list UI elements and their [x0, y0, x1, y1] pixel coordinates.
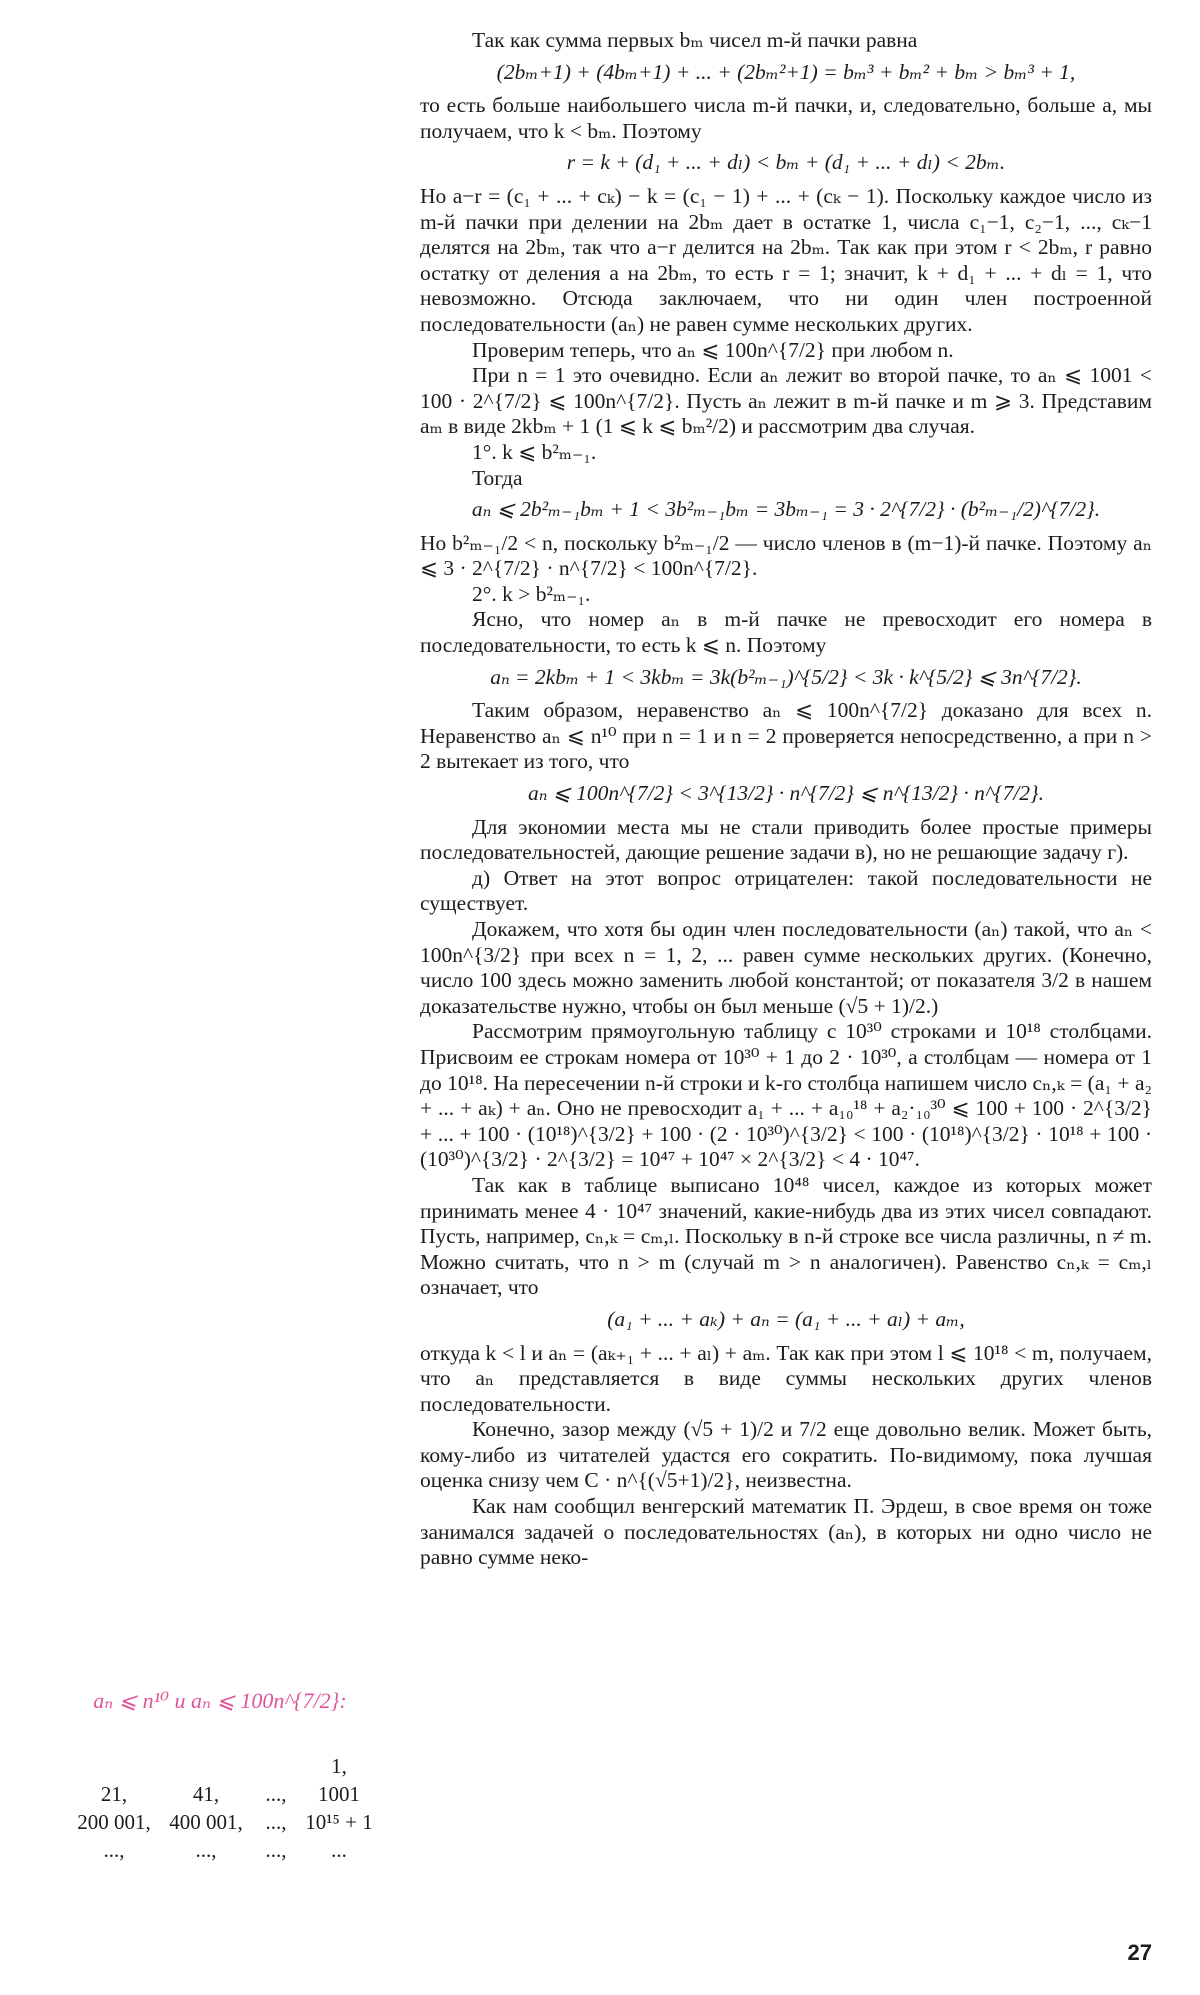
table-cell: 200 001,: [77, 1810, 151, 1834]
paragraph: Для экономии места мы не стали приводить более простые примеры последовательностей, дающие решение задачи в), но не решающие задачу г).: [420, 814, 1152, 865]
paragraph: Как нам сообщил венгерский математик П. Эрдеш, в свое время он тоже занимался задачей о последовательностях (aₙ), в которых ни одно число не равно сумме неко-: [420, 1494, 1152, 1570]
paragraph: Таким образом, неравенство aₙ ⩽ 100n^{7/2} доказано для всех n. Неравенство aₙ ⩽ n¹⁰ при n = 1 и n = 2 проверяется непосредственно, а при n > 2 вытекает из того, что: [420, 698, 1152, 774]
equation: aₙ ⩽ 2b²ₘ₋₁bₘ + 1 < 3b²ₘ₋₁bₘ = 3bₘ₋₁ = 3 · 2^{7/2} · (b²ₘ₋₁/2)^{7/2}.: [471, 497, 1101, 522]
sequence-table: [40, 1752, 380, 1864]
case-heading: 2°. k > b²ₘ₋₁.: [472, 581, 591, 606]
equation: (a₁ + ... + aₖ) + aₙ = (a₁ + ... + aₗ) + aₘ,: [607, 1306, 965, 1331]
page-number: 27: [1127, 1940, 1152, 1965]
paragraph: Рассмотрим прямоугольную таблицу с 10³⁰ строками и 10¹⁸ столбцами. Присвоим ее строкам номера от 10³⁰ + 1 до 2 · 10³⁰, а столбцам — номера от 1 до 10¹⁸. На пересечении n-й строки и k-го столбца напишем число cₙ,ₖ = (a₁ + a₂ + ... + aₖ) + aₙ. Оно не превосходит a₁ + ... + a₁₀¹⁸ + a₂·₁₀³⁰ ⩽ 100 + 100 · 2^{3/2} + ... + 100 · (10¹⁸)^{3/2} + 100 · (2 · 10³⁰)^{3/2} < 100 · (10¹⁸)^{3/2} · 10¹⁸ + 100 · (10³⁰)^{3/2} · 2^{3/2} = 10⁴⁷ + 10⁴⁷ × 2^{3/2} < 4 · 10⁴⁷.: [420, 1019, 1152, 1172]
table-cell: 21,: [100, 1782, 128, 1806]
table-row: [40, 1836, 380, 1864]
paragraph: При n = 1 это очевидно. Если aₙ лежит во второй пачке, то aₙ ⩽ 1001 < 100 · 2^{7/2} ⩽ 100n^{7/2}. Пусть aₙ лежит в m-й пачке и m ⩾ 3. Представим aₘ в виде 2kbₘ + 1 (1 ⩽ k ⩽ bₘ²/2) и рассмотрим два случая.: [420, 363, 1152, 439]
table-cell: [70, 1752, 158, 1780]
equation: r = k + (d₁ + ... + dₗ) < bₘ + (d₁ + ... + dₗ) < 2bₘ.: [566, 150, 1006, 175]
table-row: [40, 1808, 380, 1836]
table-cell: ...,: [265, 1782, 287, 1806]
table-row: [40, 1752, 380, 1780]
table-row: [40, 1780, 380, 1808]
table-cell: ...,: [103, 1838, 125, 1862]
case-heading: Тогда: [472, 465, 523, 490]
table-cell: ...: [331, 1838, 347, 1862]
equation: aₙ = 2kbₘ + 1 < 3kbₘ = 3k(b²ₘ₋₁)^{5/2} < 3k · k^{5/2} ⩽ 3n^{7/2}.: [490, 664, 1082, 689]
paragraph-continuation: Но a−r = (c₁ + ... + cₖ) − k = (c₁ − 1) + ... + (cₖ − 1). Поскольку каждое число из m-й пачки при делении на 2bₘ дает в остатке 1, числа c₁−1, c₂−1, ..., cₖ−1 делятся на 2bₘ, так что a−r делится на 2bₘ. Так как при этом r < 2bₘ, r равно остатку от деления a на 2bₘ, то есть r = 1; значит, k + d₁ + ... + dₗ = 1, что невозможно. Отсюда заключаем, что ни один член построенной последовательности (aₙ) не равен сумме нескольких других.: [420, 183, 1152, 336]
table-cell: ...,: [195, 1838, 217, 1862]
paragraph: д) Ответ на этот вопрос отрицателен: такой последовательности не существует.: [420, 865, 1152, 916]
equation: aₙ ⩽ 100n^{7/2} < 3^{13/2} · n^{7/2} ⩽ n^{13/2} · n^{7/2}.: [527, 781, 1045, 806]
paragraph: Ясно, что номер aₙ в m-й пачке не превосходит его номера в последовательности, то есть k ⩽ n. Поэтому: [420, 607, 1152, 658]
table-cell: 10¹⁵ + 1: [305, 1810, 373, 1834]
paragraph-continuation: откуда k < l и aₙ = (aₖ₊₁ + ... + aₗ) + aₘ. Так как при этом l ⩽ 10¹⁸ < m, получаем, что aₙ представляется в виде суммы нескольких других членов последовательности.: [420, 1340, 1152, 1416]
table-cell: ...,: [265, 1838, 287, 1862]
paragraph: Конечно, зазор между (√5 + 1)/2 и 7/2 еще довольно велик. Может быть, кому-либо из читателей удастся его сократить. По-видимому, пока лучшая оценка снизу чем C · n^{(√5+1)/2}, неизвестна.: [420, 1417, 1152, 1493]
margin-note: aₙ ⩽ n¹⁰ и aₙ ⩽ 100n^{7/2}:: [93, 1688, 347, 1713]
paragraph: Так как в таблице выписано 10⁴⁸ чисел, каждое из которых может принимать менее 4 · 10⁴⁷ значений, какие-нибудь два из этих чисел совпадают. Пусть, например, cₙ,ₖ = cₘ,ₗ. Поскольку в n-й строке все числа различны, n ≠ m. Можно считать, что n > m (случай m > n аналогичен). Равенство cₙ,ₖ = cₘ,ₗ означает, что: [420, 1172, 1152, 1300]
table-cell: 41,: [192, 1782, 220, 1806]
table-cell: 1,: [331, 1754, 347, 1778]
table-cell: 1001: [318, 1782, 360, 1806]
table-cell: [254, 1752, 298, 1780]
paragraph-continuation: Но b²ₘ₋₁/2 < n, поскольку b²ₘ₋₁/2 — число членов в (m−1)-й пачке. Поэтому aₙ ⩽ 3 · 2^{7/2} · n^{7/2} < 100n^{7/2}.: [420, 530, 1152, 581]
paragraph-continuation: то есть больше наибольшего числа m-й пачки, и, следовательно, больше a, мы получаем, что k < bₘ. Поэтому: [420, 93, 1152, 143]
case-heading: 1°. k ⩽ b²ₘ₋₁.: [472, 439, 597, 464]
main-text-column: [420, 28, 1152, 1571]
paragraph: Так как сумма первых bₘ чисел m-й пачки равна: [472, 28, 918, 52]
paragraph: Проверим теперь, что aₙ ⩽ 100n^{7/2} при любом n.: [472, 337, 954, 362]
table-cell: [158, 1752, 254, 1780]
table-cell: ...,: [265, 1810, 287, 1834]
paragraph: Докажем, что хотя бы один член последовательности (aₙ) такой, что aₙ < 100n^{3/2} при всех n = 1, 2, ... равен сумме нескольких других. (Конечно, число 100 здесь можно заменить любой константой; от показателя 3/2 в нашем доказательстве нужно, чтобы он был меньше (√5 + 1)/2.): [420, 917, 1152, 1018]
equation: (2bₘ+1) + (4bₘ+1) + ... + (2bₘ²+1) = bₘ³ + bₘ² + bₘ > bₘ³ + 1,: [496, 59, 1076, 84]
table-cell: 400 001,: [169, 1810, 243, 1834]
